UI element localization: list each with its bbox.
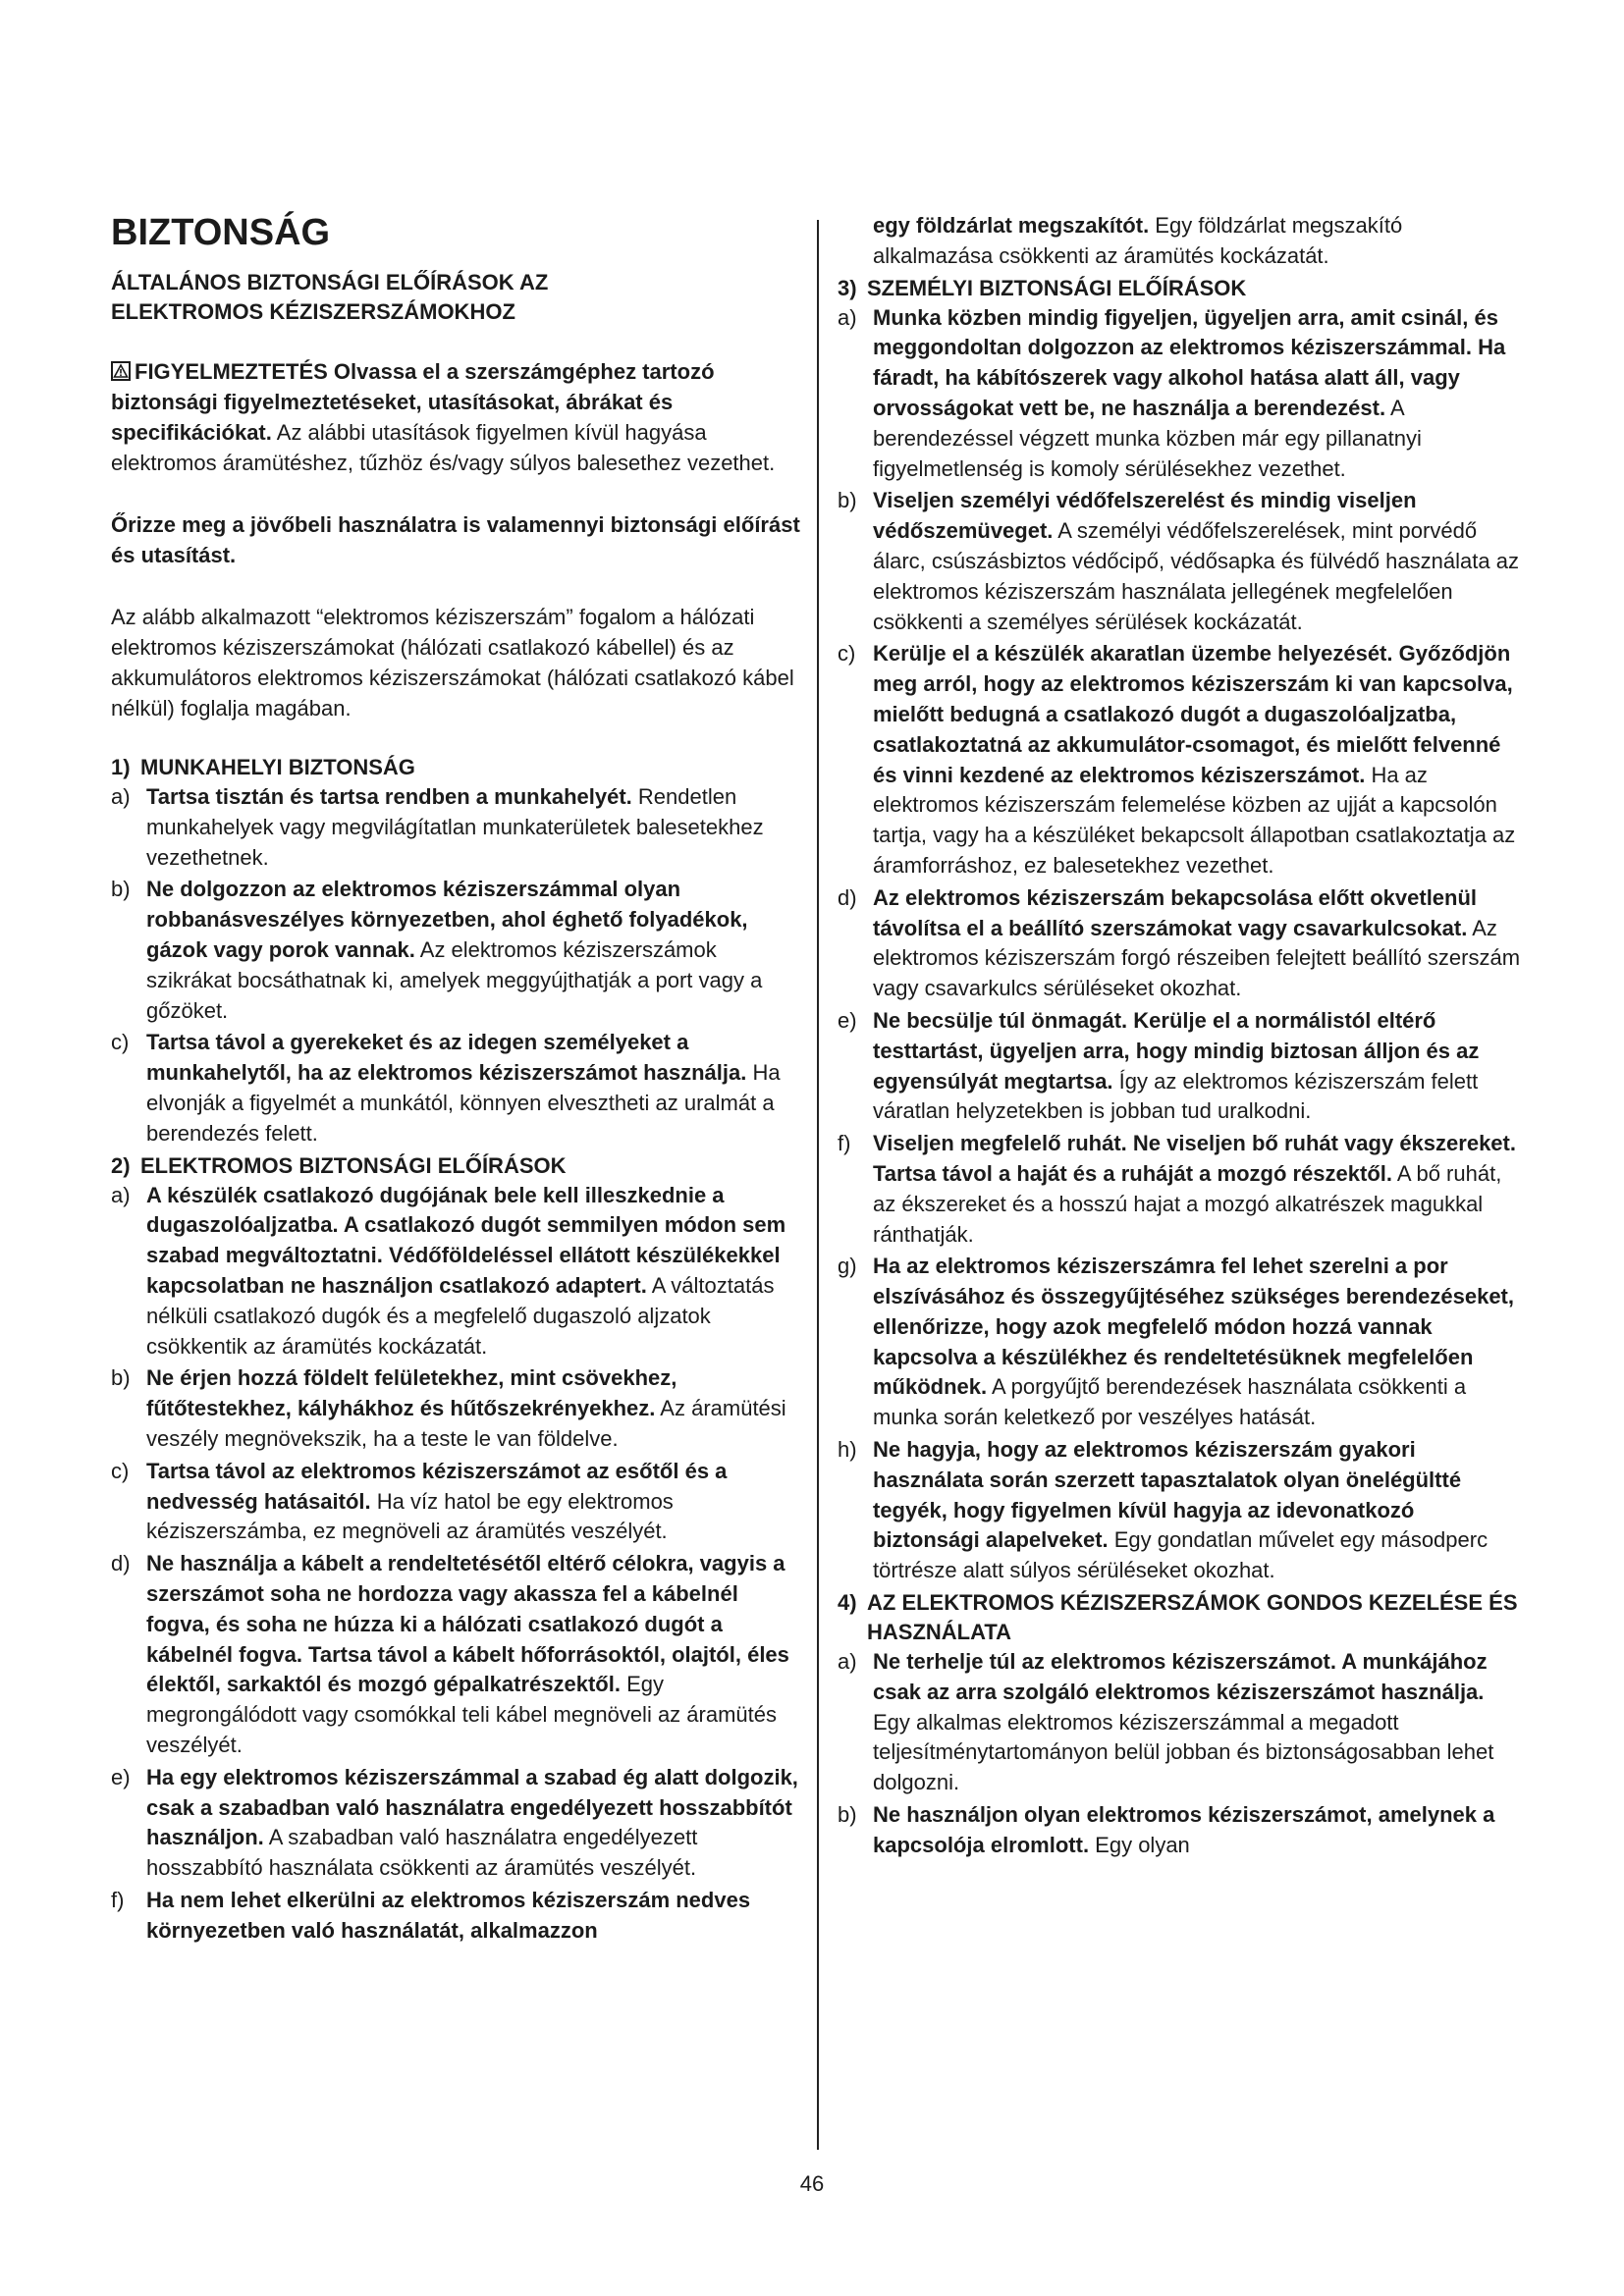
page-title: BIZTONSÁG [111,212,331,253]
section-heading [111,753,803,782]
keep-instructions: Őrizze meg a jövőbeli használatra is valamennyi biztonsági előírást és utasítást. [111,512,800,567]
item-normal-text: Ha az elektromos kéziszerszám felemelése közben az ujját a kapcsolón tartja, vagy ha a készüléket bekapcsolt állapotban csatlakoztatja az áramforráshoz, ez balesetekhez vezethet. [873,762,1516,878]
item-normal-text: A szabadban való használatra engedélyezett hosszabbító használata csökkenti az áramütés veszélyét. [146,1825,698,1881]
item-letter: g) [838,1254,857,1279]
list-item [111,782,803,873]
subtitle-line-1: ÁLTALÁNOS BIZTONSÁGI ELŐÍRÁSOK AZ [111,270,549,294]
item-normal-text: Ha víz hatol be egy elektromos kéziszerszámba, ez megnöveli az áramütés veszélyét. [146,1488,674,1544]
item-bold-text: Ne érjen hozzá földelt felületekhez, mint csövekhez, fűtőtestekhez, kályhákhoz és hűtőszekrényekhez. [146,1365,677,1421]
item-letter: c) [111,1458,130,1483]
item-letter: d) [111,1551,131,1576]
list-item [111,1763,803,1884]
list-item [838,639,1525,881]
item-normal-text: A porgyűjtő berendezések használata csökkenti a munka során keletkező por veszélyes hatását. [873,1374,1467,1430]
item-bold-text: Ha az elektromos kéziszerszámra fel lehet szerelni a por elszívásához és összegyűjtéséhez szükséges berendezéseket, ellenőrizze, hogy azok megfelelő módon hozzá vannak kapcsolva a készülékhez és rendeltetésüknek megfelelően működnek. [873,1254,1514,1400]
item-bold-text: Az elektromos kéziszerszám bekapcsolása előtt okvetlenül távolítsa el a beállító szerszámokat vagy csavarkulcsokat. [873,884,1478,940]
column-divider [817,220,819,2150]
section-heading [111,1151,803,1181]
item-bold-text: Viseljen megfelelő ruhát. Ne viseljen bő ruhát vagy ékszereket. Tartsa távol a haját és a ruháját a mozgó részektől. [873,1131,1516,1186]
section-title: MUNKAHELYI BIZTONSÁG [140,755,415,779]
item-normal-text: A berendezéssel végzett munka közben már egy pillanatnyi figyelmetlenség is komoly sérülésekhez vezethet. [873,395,1422,481]
item-bold-text: Viseljen személyi védőfelszerelést és mindig viseljen védőszemüveget. [873,488,1417,544]
continued-normal-text: Egy földzárlat megszakító alkalmazása csökkenti az áramütés kockázatát. [873,213,1403,268]
item-normal-text: A személyi védőfelszerelések, mint porvédő álarc, csúszásbiztos védőcipő, védősapka és fülvédő használata az elektromos kéziszerszám használata jellegének megfelelően csökkenti a személyes sérülések kockázatát. [873,518,1519,634]
page-number: 46 [799,2171,825,2196]
item-bold-text: A készülék csatlakozó dugójának bele kell illeszkednie a dugaszolóaljzatba. A csatlakozó dugót semmilyen módon sem szabad megváltoztatni. Védőföldeléssel ellátott készülékekkel kapcsolatban ne használjon csatlakozó adaptert. [146,1182,786,1298]
list-item [838,1252,1525,1433]
section-number: 2) [111,1152,131,1178]
general-warning [111,356,803,478]
item-normal-text: Ha elvonják a figyelmét a munkától, könnyen elvesztheti az uralmát a berendezés felett. [146,1060,781,1146]
item-letter: h) [838,1437,857,1463]
section-title: ELEKTROMOS BIZTONSÁGI ELŐÍRÁSOK [140,1152,567,1178]
section-heading [838,274,1525,303]
section-number: 3) [838,275,857,300]
item-bold-text: Ne dolgozzon az elektromos kéziszerszámmal olyan robbanásveszélyes környezetben, ahol éghető folyadékok, gázok vagy porok vannak. [146,877,748,962]
item-letter: b) [111,877,131,902]
item-bold-text: Tartsa távol a gyerekeket és az idegen személyeket a munkahelytől, ha az elektromos kéziszerszámot használja. [146,1030,747,1086]
list-item [838,1129,1525,1250]
item-normal-text: Egy gondatlan művelet egy másodperc törtrésze alatt súlyos sérüléseket okozhat. [873,1527,1489,1583]
item-normal-text: Az elektromos kéziszerszámok szikrákat bocsáthatnak ki, amelyek meggyújthatják a port vagy a gőzöket. [146,936,763,1023]
item-letter: f) [111,1887,125,1912]
item-letter: e) [111,1764,131,1789]
item-letter: a) [111,1182,131,1207]
item-normal-text: A változtatás nélküli csatlakozó dugók és a megfelelő dugaszoló aljzatok csökkentik az áramütés kockázatát. [146,1272,775,1359]
warning-normal-text: Az alábbi utasítások figyelmen kívül hagyása elektromos áramütéshez, tűzhöz és/vagy súlyos balesethez vezethet. [111,420,776,475]
item-bold-text: Ha egy elektromos kéziszerszámmal a szabad ég alatt dolgozik, csak a szabadban való használatra engedélyezett hosszabbítót használjon. [146,1764,798,1850]
list-item [111,1181,803,1362]
item-bold-text: Ne becsülje túl önmagát. Kerülje el a normálistól eltérő testtartást, ügyeljen arra, hogy mindig biztosan álljon és az egyensúlyát megtartsa. [873,1007,1480,1094]
section-number: 4) [838,1590,857,1616]
continued-bold-text: egy földzárlat megszakítót. [873,213,1150,238]
item-normal-text: Egy alkalmas elektromos kéziszerszámmal a megadott teljesítménytartományon belül jobban és biztonságosabban lehet dolgozni. [873,1709,1494,1795]
item-letter: d) [838,884,857,910]
list-item [838,1006,1525,1127]
list-item [838,1435,1525,1586]
section-title: SZEMÉLYI BIZTONSÁGI ELŐÍRÁSOK [867,275,1247,300]
left-column [111,211,803,1948]
item-letter: c) [111,1030,130,1055]
item-letter: c) [838,641,856,667]
item-bold-text: Ha nem lehet elkerülni az elektromos kéziszerszám nedves környezetben való használatát, alkalmazzon [146,1887,751,1943]
item-letter: b) [838,1802,857,1828]
list-item [111,1549,803,1761]
section-title: AZ ELEKTROMOS KÉZISZERSZÁMOK GONDOS KEZELÉSE ÉS HASZNÁLATA [867,1590,1518,1645]
item-letter: a) [838,304,857,330]
item-normal-text: A bő ruhát, az ékszereket és a hosszú hajat a mozgó alkatrészek magukkal ránthatják. [873,1160,1502,1247]
list-item [838,303,1525,485]
item-bold-text: Ne terhelje túl az elektromos kéziszerszámot. A munkájához csak az arra szolgáló elektromos kéziszerszámot használja. [873,1649,1488,1704]
list-item [838,1647,1525,1798]
list-item [111,1457,803,1547]
item-normal-text: Az elektromos kéziszerszám forgó részeiben felejtett beállító szerszám vagy csavarkulcs sérüléseket okozhat. [873,915,1521,1001]
continued-item-text [838,211,1525,272]
item-letter: a) [838,1649,857,1675]
list-item [111,1363,803,1454]
item-bold-text: Ne használja a kábelt a rendeltetésétől eltérő célokra, vagyis a szerszámot soha ne hordozza vagy akassza fel a kábelnél fogva, és soha ne húzza ki a hálózati csatlakozó dugót a kábelnél fogva. Tartsa távol a kábelt hőforrásoktól, olajtól, éles élektől, sarkaktól és mozgó gépalkatrészektől. [146,1551,789,1697]
item-bold-text: Munka közben mindig figyeljen, ügyeljen arra, amit csinál, és meggondoltan dolgozzon az elektromos kéziszerszámmal. Ha fáradt, ha kábítószerek vagy alkohol hatása alatt áll, vagy orvosságokat vett be, ne használja a berendezést. [873,304,1506,420]
item-normal-text: Így az elektromos kéziszerszám felett váratlan helyzetekben is jobban tud uralkodni. [873,1068,1479,1124]
item-normal-text: Egy olyan [1089,1832,1190,1857]
list-item [111,1886,803,1947]
item-bold-text: Tartsa távol az elektromos kéziszerszámot az esőtől és a nedvesség hatásaitól. [146,1458,728,1514]
item-bold-text: Ne hagyja, hogy az elektromos kéziszerszám gyakori használata során szerzett tapasztalatok olyan önelégültté tegyék, hogy figyelmen kívül hagyja az idevonatkozó biztonsági alapelveket. [873,1437,1462,1553]
subtitle-line-2: ELEKTROMOS KÉZISZERSZÁMOKHOZ [111,299,515,324]
item-bold-text: Ne használjon olyan elektromos kéziszerszámot, amelynek a kapcsolója elromlott. [873,1802,1495,1857]
item-letter: e) [838,1007,857,1033]
item-letter: a) [111,784,131,809]
list-item [111,1028,803,1148]
item-bold-text: Kerülje el a készülék akaratlan üzembe helyezését. Győződjön meg arról, hogy az elektromos kéziszerszám ki van kapcsolva, mielőtt bedugná a csatlakozó dugót a dugaszolóaljzatba, csatlakoztatná az akkumulátor-csomagot, és mielőtt felvenné és vinni kezdené az elektromos kéziszerszámot. [873,641,1513,787]
section-heading [838,1588,1525,1647]
item-letter: f) [838,1131,851,1156]
item-normal-text: Egy megrongálódott vagy csomókkal teli kábel megnöveli az áramütés veszélyét. [146,1672,777,1757]
item-normal-text: Rendetlen munkahelyek vagy megvilágítatlan munkaterületek balesetekhez vezethetnek. [146,784,764,870]
item-letter: b) [111,1365,131,1391]
right-column [838,211,1525,1863]
list-item [838,1800,1525,1861]
list-item [111,875,803,1026]
section-subtitle [111,268,803,327]
item-letter: b) [838,488,857,513]
item-bold-text: Tartsa tisztán és tartsa rendben a munkahelyét. [146,784,632,809]
item-normal-text: Az áramütési veszély megnövekszik, ha a teste le van földelve. [146,1396,786,1451]
warning-triangle-icon [111,361,131,381]
list-item [838,883,1525,1004]
section-number: 1) [111,755,131,779]
list-item [838,486,1525,637]
warning-bold-text: FIGYELMEZTETÉS Olvassa el a szerszámgéphez tartozó biztonsági figyelmeztetéseket, utasításokat, ábrákat és specifikációkat. [111,359,715,445]
intro-paragraph: Az alább alkalmazott “elektromos kéziszerszám” fogalom a hálózati elektromos kéziszerszámokat (hálózati csatlakozó kábellel) és az akkumulátoros elektromos kéziszerszámokat (hálózati csatlakozó kábel nélkül) foglalja magában. [111,605,794,721]
